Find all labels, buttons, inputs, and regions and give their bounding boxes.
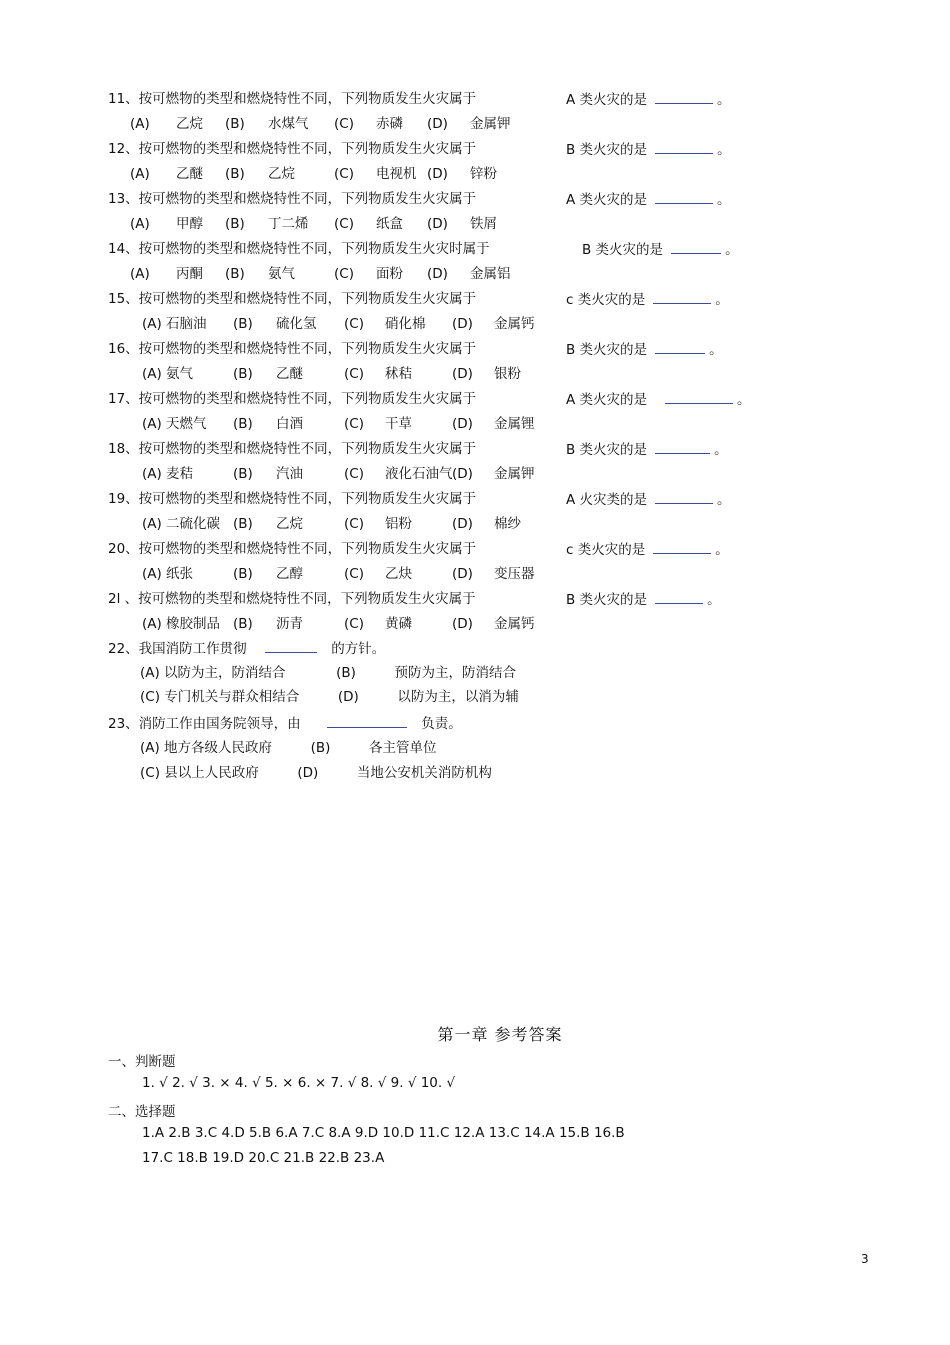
question-14-option: (A) [130, 266, 150, 282]
question-18-stem: 18、按可燃物的类型和燃烧特性不同，下列物质发生火灾属于 [108, 441, 477, 457]
question-17-stem: 17、按可燃物的类型和燃烧特性不同，下列物质发生火灾属于 [108, 391, 477, 407]
question-16-option: (B) [233, 366, 253, 382]
multiple-choice-answers-line1: 1.A 2.B 3.C 4.D 5.B 6.A 7.C 8.A 9.D 10.D 11.C 12.A 13.C 14.A 15.B 16.B [142, 1125, 625, 1141]
question-20-option: (A) 纸张 [142, 566, 194, 582]
question-18-option: 液化石油气 [385, 466, 453, 482]
fire-class-text: A 类火灾的是 [566, 192, 648, 208]
question-16-suffix [566, 340, 723, 359]
option-b-label: (B) [336, 665, 356, 681]
question-13-suffix [566, 190, 731, 209]
question-21-suffix [566, 590, 721, 609]
question-19-option: (A) 二硫化碳 [142, 516, 221, 532]
fire-class-text: c 类火灾的是 [566, 292, 646, 308]
question-11-suffix [566, 90, 731, 109]
question-20-option: (C) [344, 566, 364, 582]
question-15-option: (A) 石脑油 [142, 316, 207, 332]
option-d: 以防为主，以消为辅 [397, 689, 519, 705]
question-13-option: (C) [334, 216, 354, 232]
question-19-stem: 19、按可燃物的类型和燃烧特性不同，下列物质发生火灾属于 [108, 491, 477, 507]
answer-blank [655, 590, 703, 604]
answer-blank [655, 340, 705, 354]
answer-blank [653, 290, 711, 304]
question-15-stem: 15、按可燃物的类型和燃烧特性不同，下列物质发生火灾属于 [108, 291, 477, 307]
question-19-option: 铝粉 [385, 516, 412, 532]
option-c: (C) 专门机关与群众相结合 [140, 689, 300, 705]
fire-class-text: B 类火灾的是 [566, 142, 648, 158]
question-20-option: 乙炔 [385, 566, 412, 582]
answer-blank [327, 714, 407, 728]
question-11-stem: 11、按可燃物的类型和燃烧特性不同，下列物质发生火灾属于 [108, 91, 477, 107]
question-15-option: 硫化氢 [276, 316, 317, 332]
question-21-stem: 2l 、按可燃物的类型和燃烧特性不同，下列物质发生火灾属于 [108, 591, 476, 607]
question-19-option: (D) [452, 516, 473, 532]
fire-class-text: A 类火灾的是 [566, 92, 648, 108]
question-18-option: 汽油 [276, 466, 303, 482]
period: 。 [717, 492, 731, 508]
question-19-suffix [566, 490, 731, 509]
period: 。 [737, 392, 751, 408]
period: 。 [717, 192, 731, 208]
question-17-suffix [566, 390, 751, 409]
question-11-option: 水煤气 [268, 116, 309, 132]
question-20-option: 变压器 [494, 566, 535, 582]
question-11-option: (C) [334, 116, 354, 132]
question-12-option: 乙烷 [268, 166, 295, 182]
fire-class-text: A 类火灾的是 [566, 392, 648, 408]
question-16-option: 银粉 [494, 366, 521, 382]
period: 。 [709, 342, 723, 358]
question-23-options-row1 [140, 739, 437, 757]
question-18-option: 金属钾 [494, 466, 535, 482]
question-14-option: 金属铝 [470, 266, 511, 282]
question-20-option: (B) [233, 566, 253, 582]
answer-blank [655, 490, 713, 504]
question-13-option: 甲醇 [176, 216, 203, 232]
question-21-option: (C) [344, 616, 364, 632]
question-19-option: (B) [233, 516, 253, 532]
answer-blank [665, 390, 733, 404]
question-21-option: (D) [452, 616, 473, 632]
question-stem: 23、消防工作由国务院领导，由 [108, 716, 301, 732]
question-12-stem: 12、按可燃物的类型和燃烧特性不同，下列物质发生火灾属于 [108, 141, 477, 157]
question-17-option: (C) [344, 416, 364, 432]
question-13-option: 纸盒 [376, 216, 403, 232]
question-14-option: (C) [334, 266, 354, 282]
question-13-option: (B) [225, 216, 245, 232]
question-11-option: 乙烷 [176, 116, 203, 132]
question-16-option: (A) 氨气 [142, 366, 194, 382]
question-19-option: 棉纱 [494, 516, 521, 532]
question-17-option: 白酒 [276, 416, 303, 432]
question-12-option: (D) [427, 166, 448, 182]
section-multiple-choice-heading: 二、选择题 [108, 1104, 176, 1120]
fire-class-text: B 类火灾的是 [566, 342, 648, 358]
option-a: (A) 地方各级人民政府 [140, 740, 273, 756]
question-12-option: (C) [334, 166, 354, 182]
question-12-option: 锌粉 [470, 166, 497, 182]
period: 。 [717, 92, 731, 108]
question-15-option: 金属钙 [494, 316, 535, 332]
page-number: 3 [861, 1252, 869, 1266]
question-15-option: 硝化棉 [385, 316, 426, 332]
question-12-option: (B) [225, 166, 245, 182]
multiple-choice-answers-line2: 17.C 18.B 19.D 20.C 21.B 22.B 23.A [142, 1150, 385, 1166]
question-22-options-row2 [140, 688, 519, 706]
question-14-option: 丙酮 [176, 266, 203, 282]
question-11-option: (A) [130, 116, 150, 132]
question-21-option: (B) [233, 616, 253, 632]
answer-blank [671, 240, 721, 254]
period: 。 [707, 592, 721, 608]
question-15-option: (D) [452, 316, 473, 332]
fire-class-text: B 类火灾的是 [566, 592, 648, 608]
question-12-option: (A) [130, 166, 150, 182]
answer-blank [655, 190, 713, 204]
option-d-label: (D) [297, 765, 319, 781]
question-13-stem: 13、按可燃物的类型和燃烧特性不同，下列物质发生火灾属于 [108, 191, 477, 207]
period: 。 [725, 242, 739, 258]
question-13-option: 丁二烯 [268, 216, 309, 232]
question-18-option: (B) [233, 466, 253, 482]
question-23-options-row2 [140, 764, 492, 782]
question-17-option: (A) 天燃气 [142, 416, 207, 432]
fire-class-text: B 类火灾的是 [582, 242, 664, 258]
question-14-option: 氨气 [268, 266, 295, 282]
question-15-option: (B) [233, 316, 253, 332]
question-17-option: 干草 [385, 416, 412, 432]
question-11-option: (B) [225, 116, 245, 132]
answers-title: 第一章 参考答案 [437, 1025, 563, 1044]
question-12-option: 乙醚 [176, 166, 203, 182]
question-11-option: 金属钾 [470, 116, 511, 132]
period: 。 [715, 542, 729, 558]
question-15-option: (C) [344, 316, 364, 332]
answer-blank [265, 639, 317, 653]
question-12-option: 电视机 [376, 166, 417, 182]
answer-blank [653, 540, 711, 554]
question-16-option: (D) [452, 366, 473, 382]
answer-blank [655, 440, 710, 454]
question-19-option: 乙烷 [276, 516, 303, 532]
question-18-option: (C) [344, 466, 364, 482]
question-15-suffix [566, 290, 729, 309]
question-17-option: (D) [452, 416, 473, 432]
option-b-label: (B) [310, 740, 331, 756]
question-20-option: 乙醇 [276, 566, 303, 582]
period: 。 [715, 292, 729, 308]
question-11-option: 赤磷 [376, 116, 403, 132]
option-d-label: (D) [337, 689, 359, 705]
question-14-stem: 14、按可燃物的类型和燃烧特性不同，下列物质发生火灾时属于 [108, 241, 490, 257]
question-17-option: 金属锂 [494, 416, 535, 432]
section-true-false-heading: 一、判断题 [108, 1054, 176, 1070]
question-21-option: 金属钙 [494, 616, 535, 632]
question-22 [108, 639, 385, 658]
fire-class-text: c 类火灾的是 [566, 542, 646, 558]
question-14-option: 面粉 [376, 266, 403, 282]
question-22-options-row1 [140, 664, 516, 682]
option-c: (C) 县以上人民政府 [140, 765, 259, 781]
question-11-option: (D) [427, 116, 448, 132]
true-false-answers: 1. √ 2. √ 3. × 4. √ 5. × 6. × 7. √ 8. √ 9. √ 10. √ [142, 1075, 456, 1091]
period: 。 [717, 142, 731, 158]
question-20-suffix [566, 540, 729, 559]
question-16-option: (C) [344, 366, 364, 382]
question-21-option: 黄磷 [385, 616, 412, 632]
question-13-option: (D) [427, 216, 448, 232]
question-19-option: (C) [344, 516, 364, 532]
question-stem-end: 的方针。 [331, 641, 386, 657]
fire-class-text: B 类火灾的是 [566, 442, 648, 458]
question-16-stem: 16、按可燃物的类型和燃烧特性不同，下列物质发生火灾属于 [108, 341, 477, 357]
question-21-option: (A) 橡胶制品 [142, 616, 221, 632]
question-23 [108, 714, 462, 733]
question-13-option: 铁屑 [470, 216, 497, 232]
question-16-option: 秫秸 [385, 366, 412, 382]
question-20-stem: 20、按可燃物的类型和燃烧特性不同，下列物质发生火灾属于 [108, 541, 477, 557]
question-16-option: 乙醚 [276, 366, 303, 382]
question-stem: 22、我国消防工作贯彻 [108, 641, 247, 657]
question-13-option: (A) [130, 216, 150, 232]
question-20-option: (D) [452, 566, 473, 582]
question-18-option: (D) [452, 466, 473, 482]
question-21-option: 沥青 [276, 616, 303, 632]
option-b: 预防为主，防消结合 [394, 665, 517, 681]
option-b: 各主管单位 [369, 740, 437, 756]
question-stem-end: 负责。 [421, 716, 462, 732]
answer-blank [655, 140, 713, 154]
fire-class-text: A 火灾类的是 [566, 492, 648, 508]
period: 。 [714, 442, 728, 458]
question-12-suffix [566, 140, 731, 159]
option-d: 当地公安机关消防机构 [356, 765, 492, 781]
question-17-option: (B) [233, 416, 253, 432]
question-18-option: (A) 麦秸 [142, 466, 194, 482]
option-a: (A) 以防为主，防消结合 [140, 665, 286, 681]
question-14-suffix [582, 240, 739, 259]
question-18-suffix [566, 440, 728, 459]
question-14-option: (D) [427, 266, 448, 282]
question-14-option: (B) [225, 266, 245, 282]
answer-blank [655, 90, 713, 104]
